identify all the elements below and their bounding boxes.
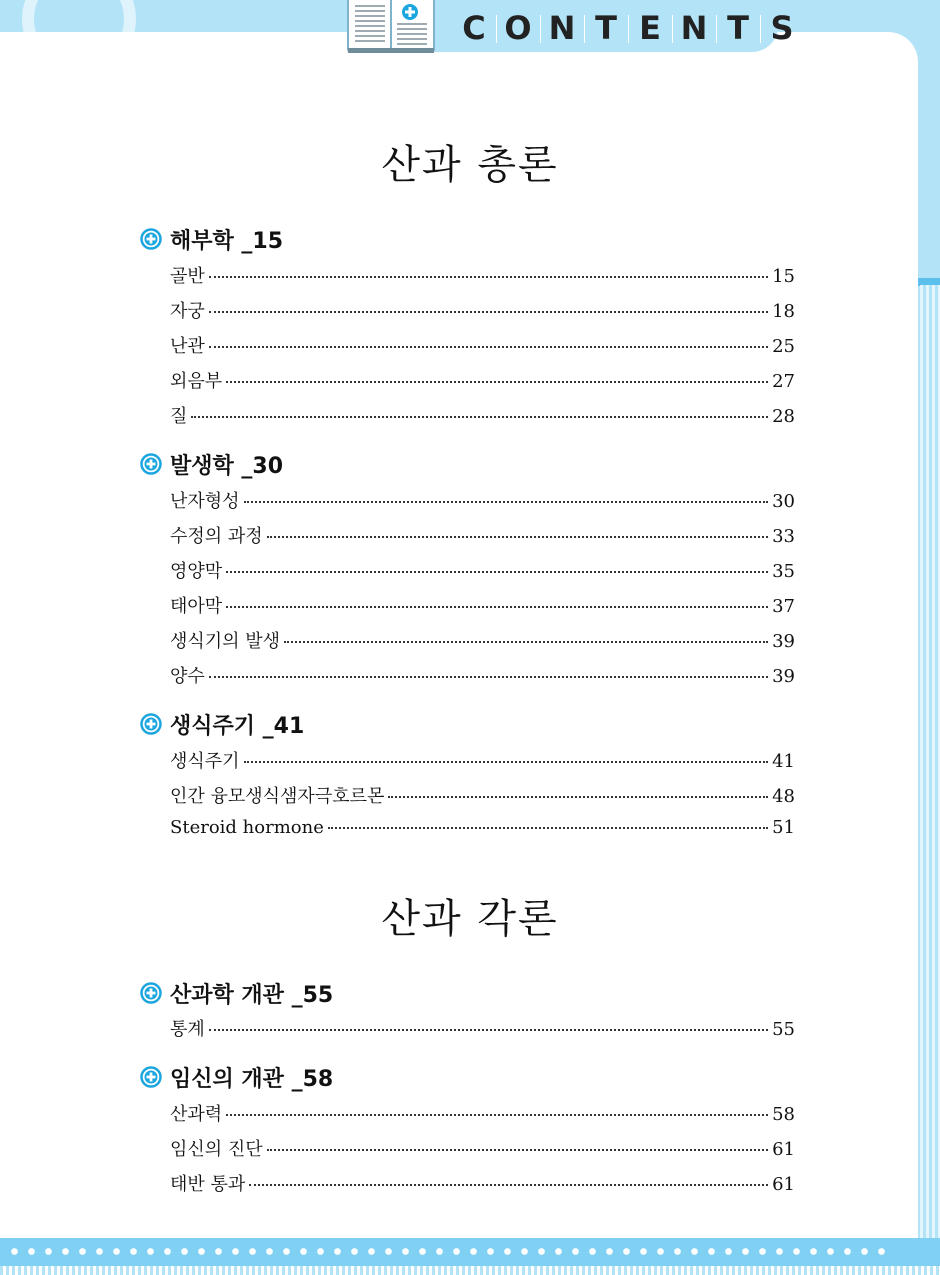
- plus-circle-icon: [140, 228, 162, 250]
- entry-label: 수정의 과정: [170, 526, 263, 547]
- dot-leader: [209, 311, 768, 313]
- chapter-title: 생식주기 _41: [170, 713, 305, 739]
- entry-label: 태반 통과: [170, 1174, 246, 1195]
- entry-page: 61: [772, 1174, 795, 1195]
- entry-page: 18: [772, 301, 795, 322]
- plus-circle-icon: [140, 1066, 162, 1088]
- entry-label: 질: [170, 406, 188, 427]
- entry-page: 61: [772, 1139, 795, 1160]
- dot-leader: [226, 1114, 768, 1116]
- entry-label: 외음부: [170, 371, 223, 392]
- dot-leader: [226, 606, 768, 608]
- toc-entry[interactable]: [170, 1015, 795, 1041]
- chapter-heading[interactable]: [140, 709, 304, 739]
- dot-leader: [267, 536, 768, 538]
- entry-label: 인간 융모생식샘자극호르몬: [170, 786, 385, 807]
- chapter-title: 해부학 _15: [170, 228, 284, 254]
- part-title: 산과 각론: [381, 896, 559, 942]
- entry-label: 산과력: [170, 1104, 223, 1125]
- toc-entry[interactable]: [170, 817, 795, 843]
- dot-leader: [209, 1029, 768, 1031]
- entry-label: 임신의 진단: [170, 1139, 263, 1160]
- toc-entry[interactable]: [170, 1100, 795, 1126]
- right-stripe-pattern: [920, 285, 940, 1240]
- contents-letter: N: [540, 9, 584, 47]
- entry-page: 55: [772, 1019, 795, 1040]
- dot-leader: [267, 1149, 768, 1151]
- toc-entry[interactable]: [170, 1170, 795, 1196]
- toc-entry[interactable]: [170, 367, 795, 393]
- plus-circle-icon: [140, 713, 162, 735]
- entry-page: 15: [772, 266, 795, 287]
- dot-leader: [209, 276, 768, 278]
- toc-entry[interactable]: [170, 332, 795, 358]
- plus-circle-icon: [140, 982, 162, 1004]
- chapter-title: 발생학 _30: [170, 453, 284, 479]
- book-icon: [346, 0, 436, 54]
- dot-leader: [328, 827, 768, 829]
- chapter-heading[interactable]: [140, 1062, 333, 1092]
- contents-letter: T: [584, 9, 628, 47]
- footer-stripe-pattern: [0, 1266, 940, 1275]
- entry-page: 30: [772, 491, 795, 512]
- entry-label: 통계: [170, 1019, 205, 1040]
- entry-page: 39: [772, 631, 795, 652]
- chapter-heading[interactable]: [140, 978, 333, 1008]
- entry-page: 35: [772, 561, 795, 582]
- toc-entry[interactable]: [170, 747, 795, 773]
- entry-label: Steroid hormone: [170, 817, 324, 838]
- part-title: 산과 총론: [381, 142, 559, 188]
- contents-letter: C: [462, 9, 486, 47]
- chapter-heading[interactable]: [140, 224, 283, 254]
- dot-leader: [191, 416, 768, 418]
- entry-label: 영양막: [170, 561, 223, 582]
- entry-page: 33: [772, 526, 795, 547]
- toc-entry[interactable]: [170, 1135, 795, 1161]
- entry-page: 37: [772, 596, 795, 617]
- entry-label: 자궁: [170, 301, 205, 322]
- toc-entry[interactable]: [170, 262, 795, 288]
- dot-leader: [249, 1184, 768, 1186]
- entry-label: 난자형성: [170, 491, 240, 512]
- entry-label: 난관: [170, 336, 205, 357]
- entry-page: 25: [772, 336, 795, 357]
- toc-entry[interactable]: [170, 522, 795, 548]
- contents-heading: [452, 8, 804, 48]
- toc-entry[interactable]: [170, 402, 795, 428]
- entry-label: 생식기의 발생: [170, 631, 281, 652]
- contents-letter: S: [760, 9, 804, 47]
- entry-page: 39: [772, 666, 795, 687]
- entry-page: 51: [772, 817, 795, 838]
- entry-page: 58: [772, 1104, 795, 1125]
- dot-leader: [244, 501, 769, 503]
- entry-page: 28: [772, 406, 795, 427]
- toc-entry[interactable]: [170, 297, 795, 323]
- entry-page: 41: [772, 751, 795, 772]
- dot-leader: [388, 796, 768, 798]
- toc-entry[interactable]: [170, 627, 795, 653]
- toc-entry[interactable]: [170, 662, 795, 688]
- dot-leader: [244, 761, 769, 763]
- entry-page: 48: [772, 786, 795, 807]
- toc-entry[interactable]: [170, 782, 795, 808]
- chapter-title: 산과학 개관 _55: [170, 982, 334, 1008]
- contents-letter: T: [716, 9, 760, 47]
- entry-label: 생식주기: [170, 751, 240, 772]
- contents-letter: N: [672, 9, 716, 47]
- toc-entry[interactable]: [170, 592, 795, 618]
- contents-letter: E: [628, 9, 672, 47]
- dot-leader: [226, 571, 768, 573]
- entry-label: 태아막: [170, 596, 223, 617]
- plus-circle-icon: [140, 453, 162, 475]
- toc-entry[interactable]: [170, 487, 795, 513]
- dot-leader: [284, 641, 768, 643]
- chapter-title: 임신의 개관 _58: [170, 1066, 334, 1092]
- entry-label: 양수: [170, 666, 205, 687]
- dot-leader: [226, 381, 768, 383]
- footer-dot-pattern: [6, 1247, 891, 1256]
- entry-label: 골반: [170, 266, 205, 287]
- chapter-heading[interactable]: [140, 449, 283, 479]
- dot-leader: [209, 676, 768, 678]
- dot-leader: [209, 346, 768, 348]
- contents-letter: O: [496, 9, 540, 47]
- toc-entry[interactable]: [170, 557, 795, 583]
- entry-page: 27: [772, 371, 795, 392]
